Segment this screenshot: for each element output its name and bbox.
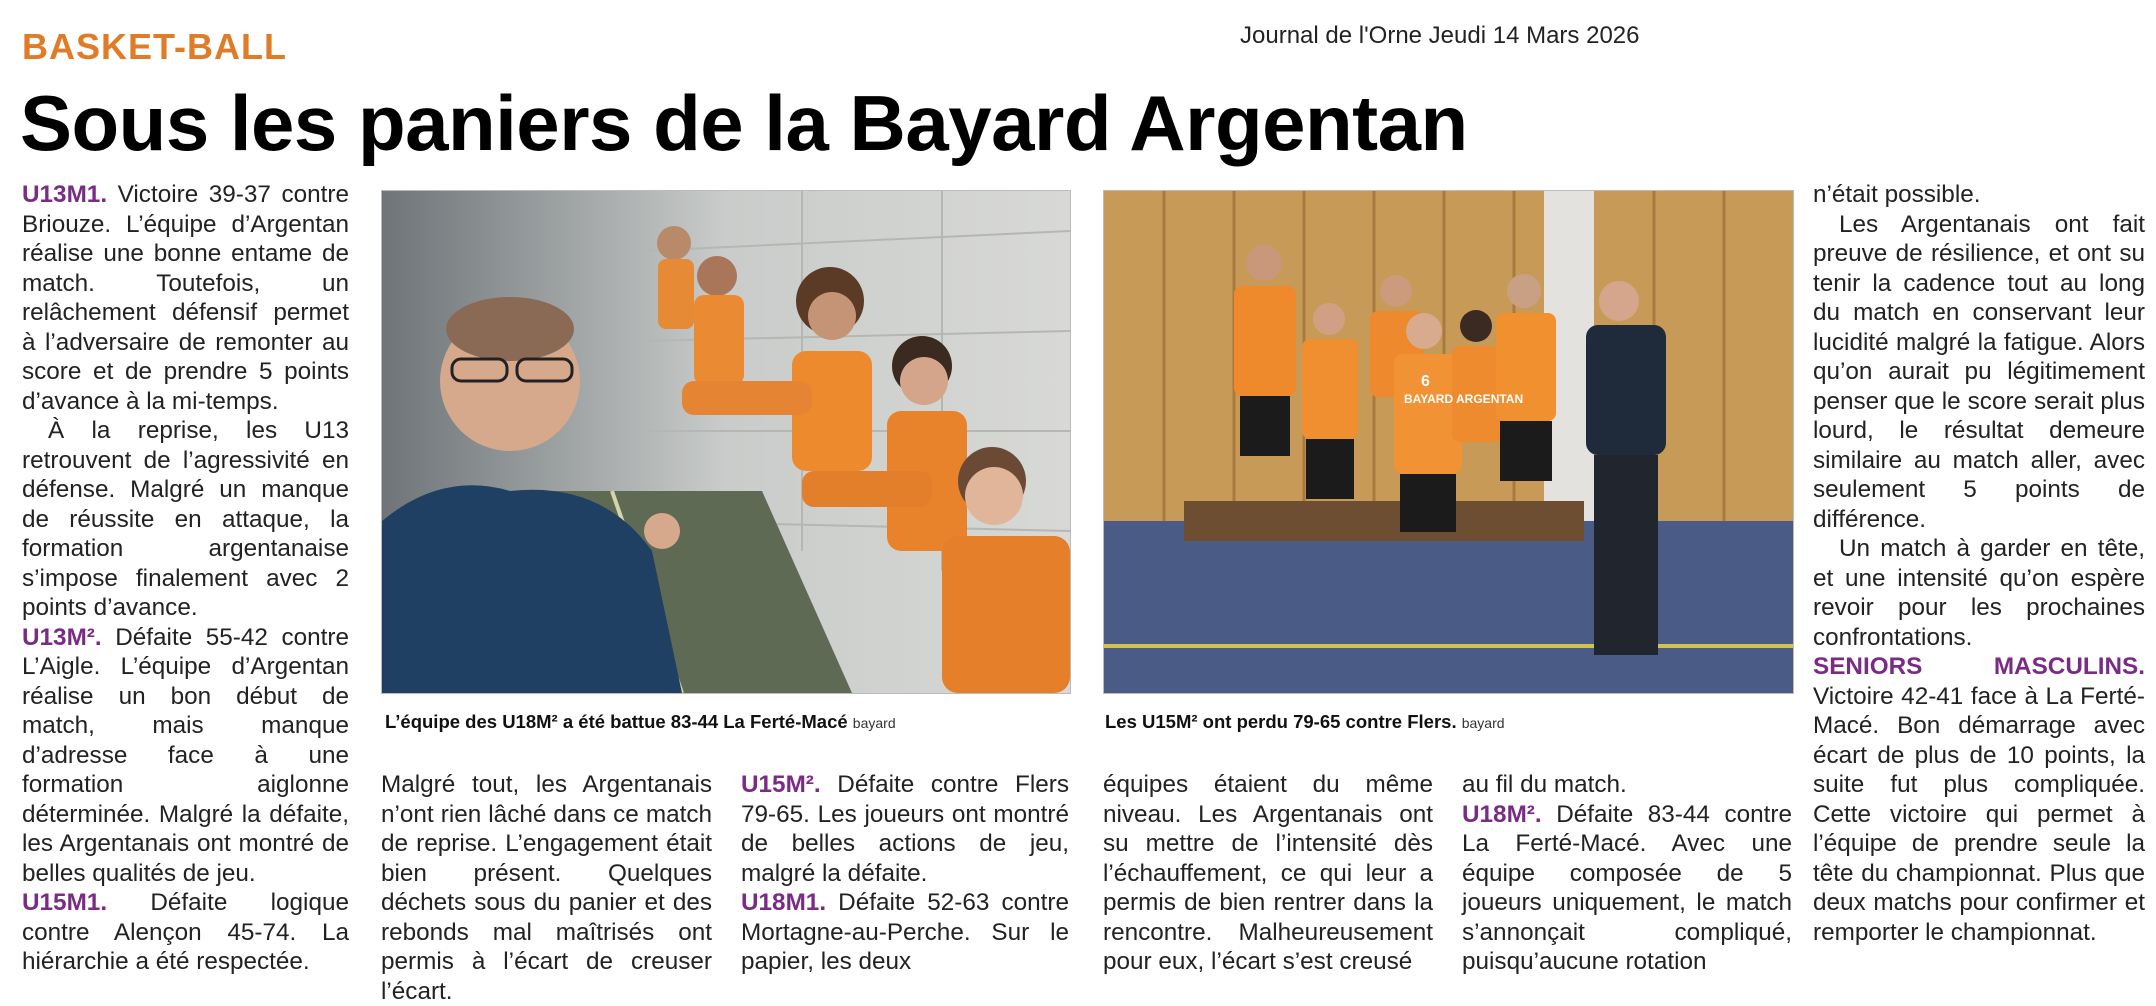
paragraph-u15m2 [741,770,1069,888]
paragraph-u13m1 [22,180,349,416]
paragraph-u13m2 [22,623,349,889]
photo-illustration [382,191,1070,693]
team-label: U18M². [1462,800,1542,828]
paragraph-text: Défaite 83-44 contre La Ferté-Macé. Avec une équipe composée de 5 joueurs uniquement, le match s’annonçait compliqué, puisqu’aucune rotation [1462,800,1792,975]
paragraph-text: À la reprise, les U13 retrouvent de l’agressivité en défense. Malgré un manque de réussite en attaque, la formation argentanaise s’impose finalement avec 2 points d’avance. [22,417,349,621]
photo-u15m2-team [1103,190,1794,694]
paragraph [1813,534,2145,652]
paragraph-text: Défaite logique contre Alençon 45-74. La hiérarchie a été respectée. [22,889,349,975]
photo2-caption [1105,711,1505,733]
paragraph-text: Victoire 42-41 face à La Ferté-Macé. Bon démarrage avec écart de plus de 10 points, la suite fut plus compliquée. Cette victoire qui permet à l’équipe de prendre seule la tête du championnat. Plus que deux matchs pour confirmer et remporter le championnat. [1813,682,2145,946]
article-column-1 [22,180,349,977]
team-label: U13M1. [22,181,108,208]
team-label: U13M². [22,623,102,651]
team-label: SENIORS MASCULINS. [1813,653,2145,680]
team-label: U15M1. [22,889,108,916]
paragraph-text: Défaite contre Flers 79-65. Les joueurs ont montré de belles actions de jeu, malgré la défaite. [741,771,1069,887]
paragraph [1103,770,1433,977]
paragraph [22,416,349,623]
article-column-4 [1103,770,1433,977]
paragraph-text: Défaite 52-63 contre Mortagne-au-Perche. Sur le papier, les deux [741,889,1069,975]
jersey-number: 6 [1421,373,1430,390]
section-rubric: BASKET-BALL [22,26,287,67]
photo-u18m2-team [381,190,1071,694]
paragraph-text: Un match à garder en tête, et une intensité qu’on espère revoir pour les prochaines confrontations. [1813,535,2145,651]
paragraph-u18m1 [741,888,1069,977]
paragraph-text: Victoire 39-37 contre Briouze. L’équipe d’Argentan réalise une bonne entame de match. Toutefois, un relâchement défensif permet à l’adversaire de remonter au score et de prendre 5 points d’avance à la mi-temps. [22,181,349,415]
paragraph-u15m1 [22,888,349,977]
article-headline: Sous les paniers de la Bayard Argentan [20,79,1468,167]
jersey-text: BAYARD ARGENTAN [1404,392,1524,406]
paragraph-text: au fil du match. [1462,771,1627,798]
paragraph-u18m2 [1462,800,1792,977]
paragraph [381,770,712,1006]
photo1-caption [385,711,896,733]
paragraph-text: Les Argentanais ont fait preuve de résilience, et ont su tenir la cadence tout au long du match en conservant leur lucidité malgré la fatigue. Alors qu’on aurait pu légitimement penser que le score serait plus lourd, le résultat demeure similaire au match aller, avec seulement 5 points de différence. [1813,210,2145,533]
caption-text: Les U15M² ont perdu 79-65 contre Flers. [1105,711,1457,732]
paragraph [1813,210,2145,535]
article-column-2 [381,770,712,1006]
paragraph-text: Défaite 55-42 contre L’Aigle. L’équipe d’Argentan réalise un bon début de match, mais manque d’adresse face à une formation aiglonne déterminée. Malgré la défaite, les Argentanais ont montré de belles qualités de jeu. [22,623,349,887]
paragraph-seniors [1813,652,2145,947]
paragraph [1462,770,1792,800]
photo-illustration [1104,191,1793,693]
team-label: U15M². [741,771,821,798]
paragraph [1813,180,2145,210]
article-column-3 [741,770,1069,977]
paragraph-text: n’était possible. [1813,181,1981,208]
article-column-5 [1462,770,1792,977]
paragraph-text: équipes étaient du même niveau. Les Argentanais ont su mettre de l’intensité dès l’échauffement, ce qui leur a permis de bien rentrer dans la rencontre. Malheureusement pour eux, l’écart s’est creusé [1103,771,1433,975]
team-label: U18M1. [741,889,827,916]
paragraph-text: Malgré tout, les Argentanais n’ont rien lâché dans ce match de reprise. L’engagement était bien présent. Quelques déchets sous du panier et des rebonds mal maîtrisés ont permis à l’écart de creuser l’écart. [381,771,712,1005]
article-column-6 [1813,180,2145,947]
photo-credit: bayard [852,715,896,731]
journal-dateline: Journal de l'Orne Jeudi 14 Mars 2026 [1240,22,1640,49]
photo-credit: bayard [1461,715,1505,731]
caption-text: L’équipe des U18M² a été battue 83-44 La Ferté-Macé [385,711,848,732]
